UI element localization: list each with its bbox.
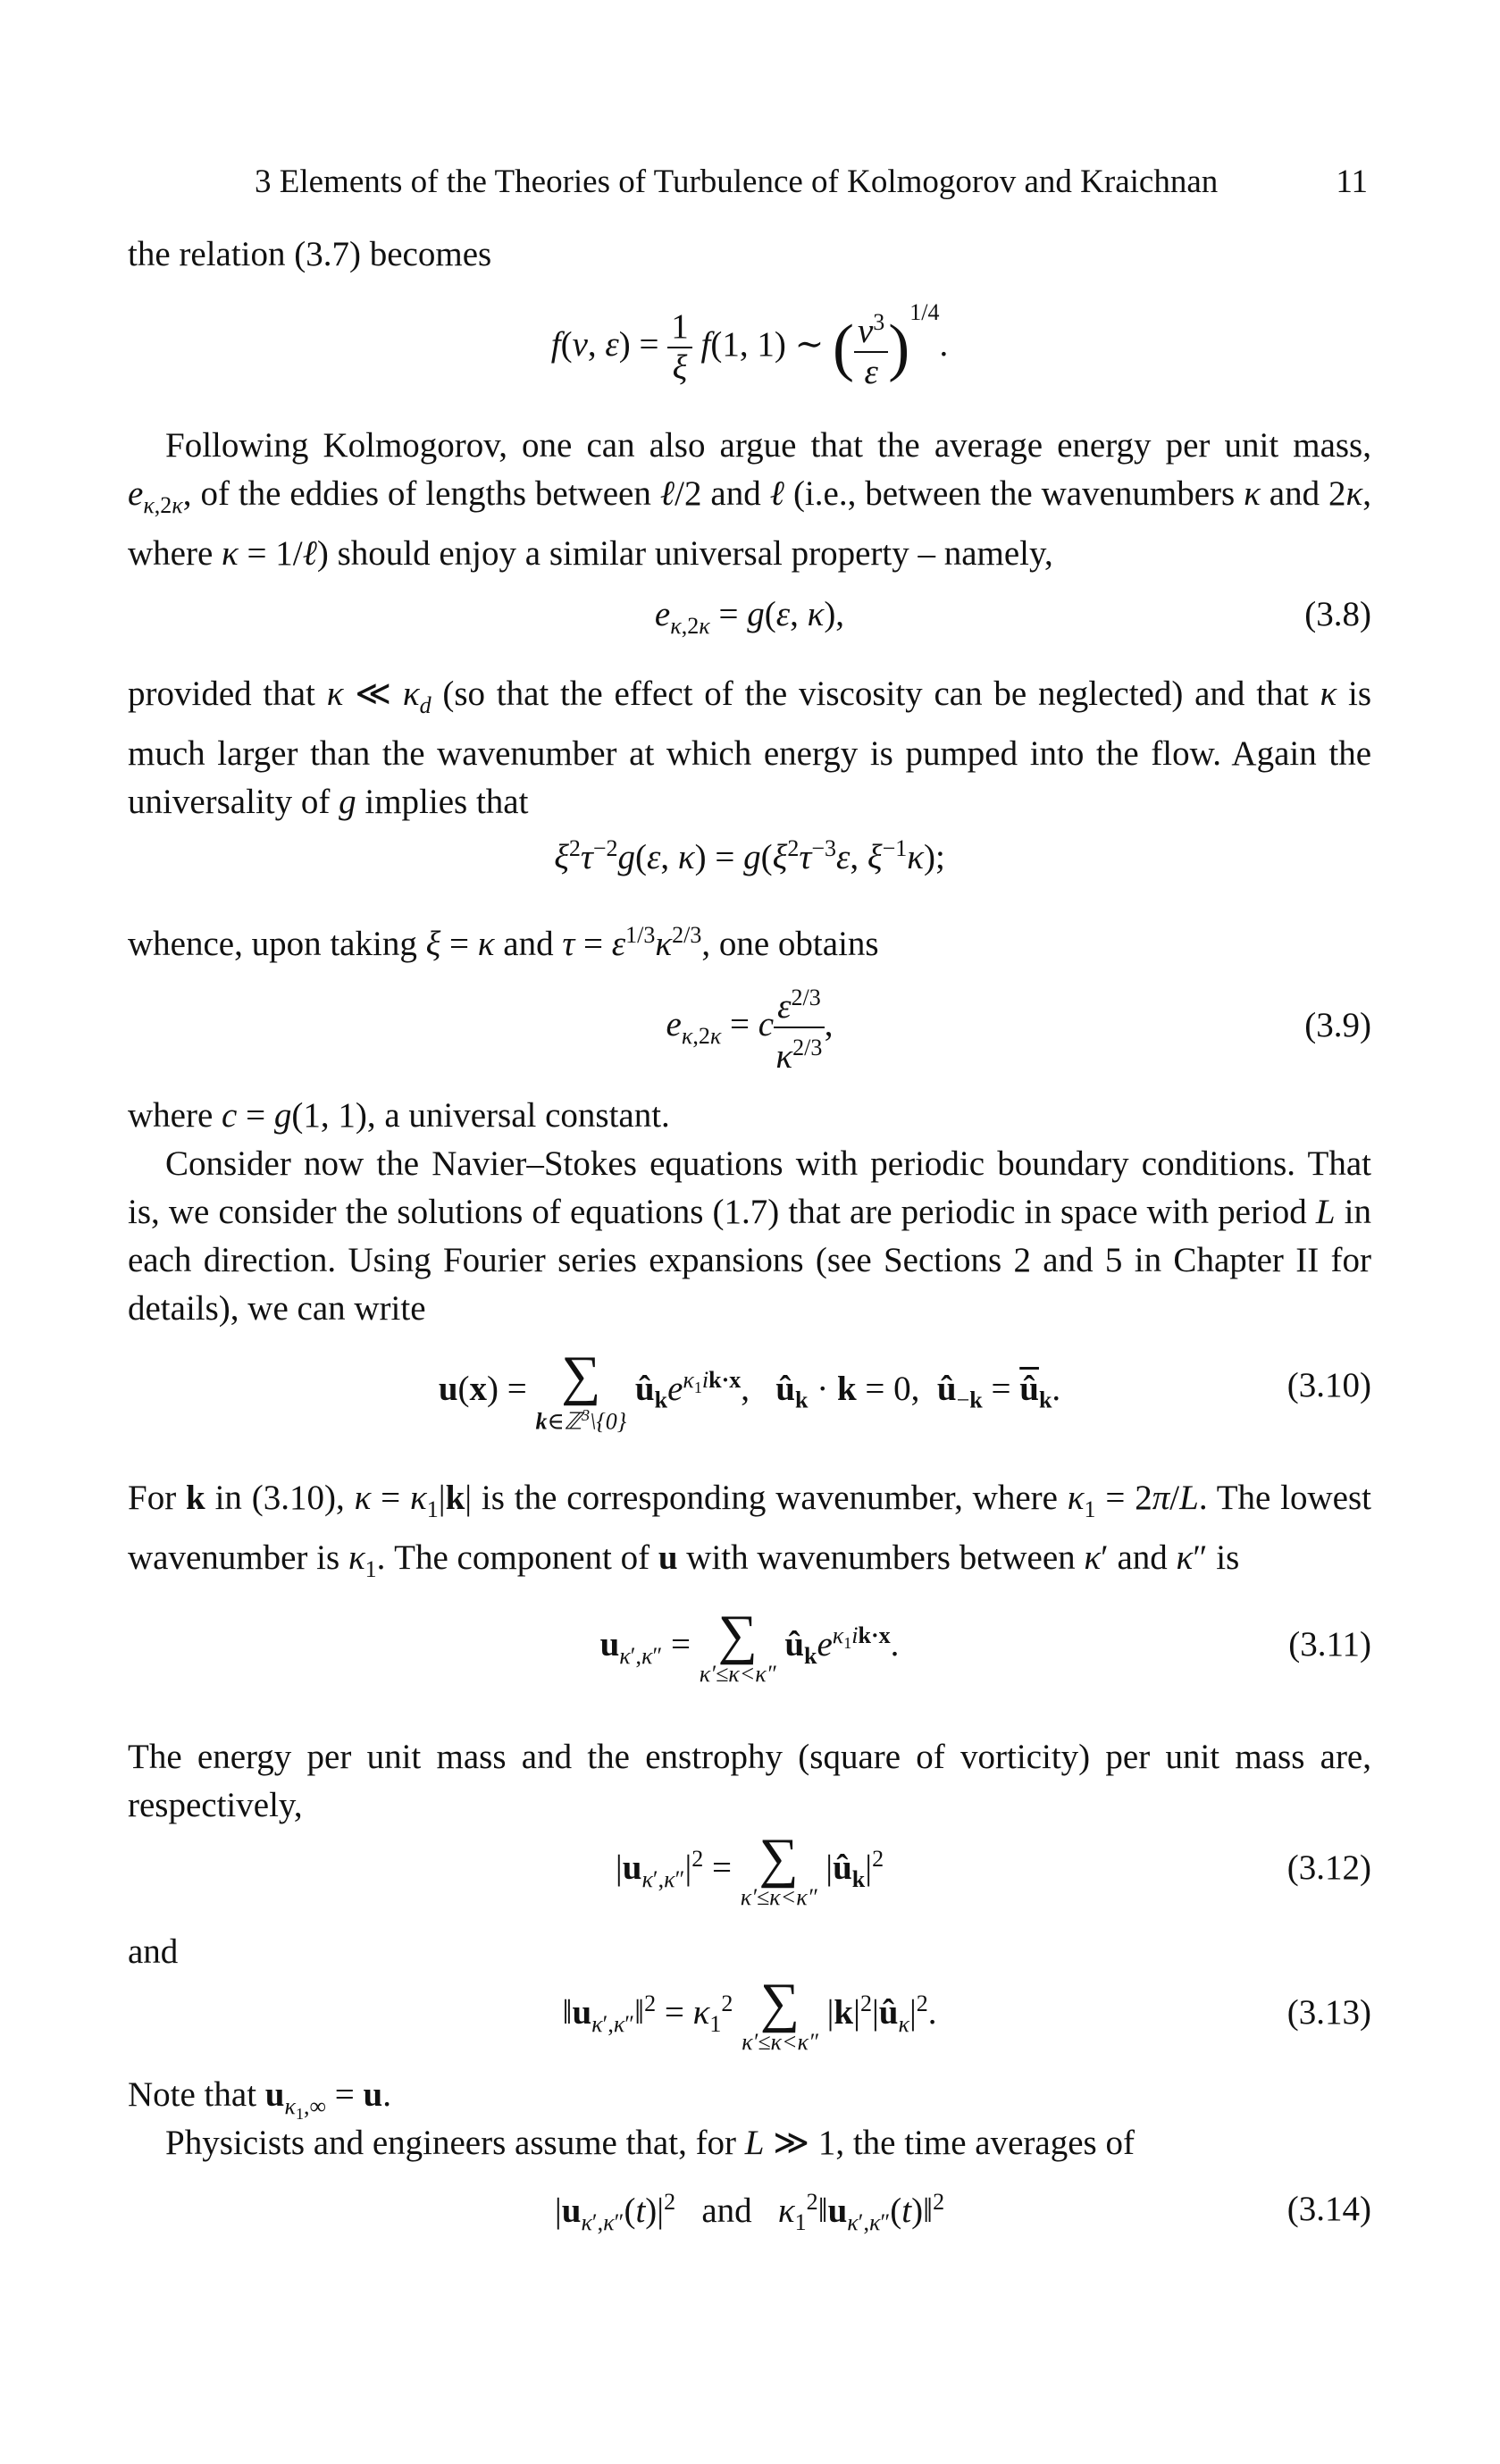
equation-3-9: $e_{\kappa,2\kappa} = c$ $\frac{\varepsilon^{2/3}}{\kappa^{2/3}}$ , (3.9) — [128, 978, 1371, 1077]
paragraph-3: provided that κ ≪ $\kappa_d$ (so that the effect of the viscosity can be neglected) and that κ is much larger than the wavenumber at which energy is pumped into the flow. Again the universality of g implies that — [128, 675, 1372, 821]
paragraph-1: the relation (3.7) becomes — [128, 235, 492, 273]
equation-3-14: $|u_{\kappa',\kappa''}(t)|^2$ and $\kappa_1^2‖u_{\kappa',\kappa''}(t)‖^2$ (3.14) — [554, 2189, 1371, 2235]
equation-f-body: f(ν, ε) = $\frac{1}{\xi}$ f(1, 1) ∼ ( $\frac{\nu^3}{\varepsilon}$ )$^{1/4}$. — [550, 299, 949, 392]
page-number: 11 — [1336, 163, 1368, 200]
paragraph-11: Physicists and engineers assume that, for L ≫ 1, the time averages of — [165, 2124, 1135, 2162]
equation-number-3-14: (3.14) — [1286, 2190, 1371, 2228]
equation-number-3-11: (3.11) — [1288, 1625, 1371, 1664]
equation-number-3-13: (3.13) — [1286, 1993, 1371, 2032]
equation-3-13: $‖u_{\kappa',\kappa''}‖^2 = \kappa_1^2$ ∑ κ′≤κ<κ″ $|k|^2|û_\kappa|^2$. (3.13) — [562, 1973, 1371, 2055]
paragraph-8: The energy per unit mass and the enstrophy (square of vorticity) per unit mass are, respectively, — [128, 1738, 1371, 1824]
paragraph-6: Consider now the Navier–Stokes equations with periodic boundary conditions. That is, we consider the solutions of equations (1.7) that are periodic in space with period L in each direction. Using Fourier series expansions (see Sections 2 and 5 in Chapter II for details), we can write — [128, 1144, 1371, 1328]
equation-number-3-10: (3.10) — [1286, 1366, 1371, 1404]
paragraph-5: where c = g(1, 1), a universal constant. — [128, 1096, 670, 1135]
equation-f — [128, 299, 1371, 406]
equation-3-11: $u_{\kappa',\kappa''}$ = ∑ κ′≤κ<κ″ $û_ke^{\kappa_1ik\cdot x}$. (3.11) — [599, 1605, 1371, 1687]
paragraph-4: whence, upon taking ξ = κ and $\tau = \varepsilon^{1/3}\kappa^{2/3}$, one obtains — [128, 922, 879, 963]
paragraph-7: For k in (3.10), $\kappa = \kappa_1|k|$ is the corresponding wavenumber, where $\kappa_1 = 2\pi/L$. The lowest wavenumber is $\kappa_1$. The component of u with wavenumbers between κ′ and κ″ is — [128, 1479, 1372, 1582]
equation-3-10: u(x) = ∑ k∈ℤ$^3$\{0} $û_ke^{\kappa_1ik\cdot x}$, $û_k \cdot k = 0$, $û_{-k} = \overline{û}_k$. (3.10) — [438, 1345, 1371, 1435]
equation-scaling: $\xi^2\tau^{-2}g(\varepsilon$, $\kappa) = g(\xi^2\tau^{-3}\varepsilon$, $\xi^{-1}\kappa$); — [554, 835, 945, 876]
paragraph-2: Following Kolmogorov, one can also argue that the average energy per unit mass, $e_{\kappa,2\kappa}$, of the eddies of lengths between ℓ/2 and ℓ (i.e., between the wavenumbers κ and 2κ, where κ = 1/ℓ) should enjoy a similar universal property – namely, — [128, 426, 1371, 573]
equation-number-3-8: (3.8) — [1304, 595, 1371, 633]
equation-3-12: $|u_{\kappa',\kappa''}|^2$ = ∑ κ′≤κ<κ″ $|û_k|^2$ (3.12) — [615, 1828, 1371, 1910]
equation-3-8: $e_{\kappa,2\kappa} = g(\varepsilon$, κ), (3.8) — [654, 595, 1371, 639]
equation-number-3-12: (3.12) — [1286, 1848, 1371, 1887]
equation-number-3-9: (3.9) — [1304, 1006, 1371, 1044]
running-header-title: 3 Elements of the Theories of Turbulence of Kolmogorov and Kraichnan — [255, 163, 1219, 200]
paragraph-9: and — [128, 1932, 179, 1971]
paragraph-10: Note that $u_{\kappa_1,\infty} = u$. — [128, 2075, 391, 2123]
